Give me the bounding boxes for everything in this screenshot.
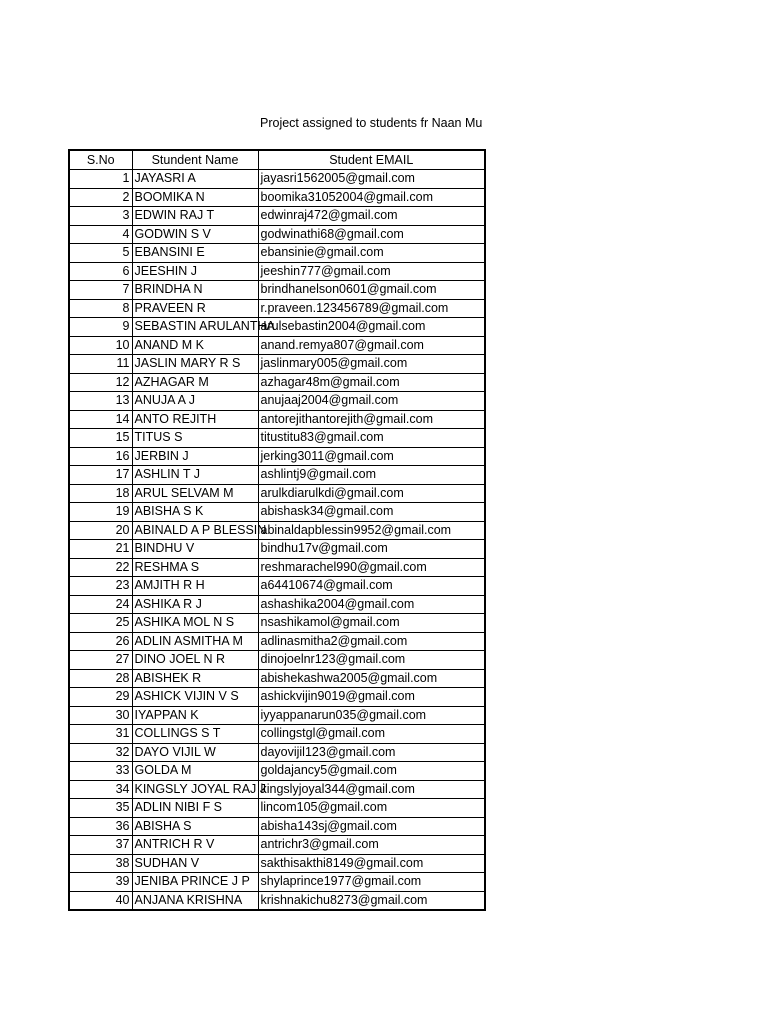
row-name-cell: ADLIN NIBI F S <box>132 799 258 818</box>
row-name-cell: ASHLIN T J <box>132 466 258 485</box>
row-sno-cell: 15 <box>69 429 132 448</box>
row-name-cell: RESHMA S <box>132 558 258 577</box>
table-row <box>69 207 485 226</box>
row-name-cell: COLLINGS S T <box>132 725 258 744</box>
row-name-cell: JEESHIN J <box>132 262 258 281</box>
row-email-cell: abisha143sj@gmail.com <box>258 817 485 836</box>
row-email-cell: godwinathi68@gmail.com <box>258 225 485 244</box>
row-name-cell: PRAVEEN R <box>132 299 258 318</box>
row-name-cell: GOLDA M <box>132 762 258 781</box>
table-row <box>69 558 485 577</box>
row-email-cell: boomika31052004@gmail.com <box>258 188 485 207</box>
row-name-cell: ANJANA KRISHNA <box>132 891 258 910</box>
row-sno-cell: 6 <box>69 262 132 281</box>
row-sno-cell: 35 <box>69 799 132 818</box>
table-row <box>69 503 485 522</box>
table-row <box>69 262 485 281</box>
row-name-cell: ABINALD A P BLESSIN <box>132 521 258 540</box>
table-row <box>69 873 485 892</box>
table-row <box>69 336 485 355</box>
row-sno-cell: 3 <box>69 207 132 226</box>
row-name-cell: ABISHA S <box>132 817 258 836</box>
row-sno-cell: 23 <box>69 577 132 596</box>
row-name-cell: JASLIN MARY R S <box>132 355 258 374</box>
row-name-cell: DINO JOEL N R <box>132 651 258 670</box>
row-email-cell: abishekashwa2005@gmail.com <box>258 669 485 688</box>
row-name-cell: ANTRICH R V <box>132 836 258 855</box>
row-email-cell: goldajancy5@gmail.com <box>258 762 485 781</box>
row-email-cell: arulkdiarulkdi@gmail.com <box>258 484 485 503</box>
row-sno-cell: 19 <box>69 503 132 522</box>
table-row <box>69 632 485 651</box>
table-row <box>69 484 485 503</box>
table-row <box>69 725 485 744</box>
row-sno-cell: 40 <box>69 891 132 910</box>
row-sno-cell: 20 <box>69 521 132 540</box>
table-row <box>69 373 485 392</box>
row-sno-cell: 9 <box>69 318 132 337</box>
row-email-cell: dayovijil123@gmail.com <box>258 743 485 762</box>
row-sno-cell: 22 <box>69 558 132 577</box>
row-sno-cell: 18 <box>69 484 132 503</box>
row-name-cell: ANAND M K <box>132 336 258 355</box>
table-row <box>69 281 485 300</box>
row-sno-cell: 21 <box>69 540 132 559</box>
row-name-cell: BINDHU V <box>132 540 258 559</box>
row-name-cell: GODWIN S V <box>132 225 258 244</box>
row-name-cell: ANTO REJITH <box>132 410 258 429</box>
row-sno-cell: 34 <box>69 780 132 799</box>
row-sno-cell: 5 <box>69 244 132 263</box>
row-email-cell: lincom105@gmail.com <box>258 799 485 818</box>
table-row <box>69 891 485 910</box>
table-row <box>69 429 485 448</box>
row-name-cell: JAYASRI A <box>132 170 258 189</box>
table-row <box>69 595 485 614</box>
row-email-cell: jerking3011@gmail.com <box>258 447 485 466</box>
row-email-cell: edwinraj472@gmail.com <box>258 207 485 226</box>
table-row <box>69 577 485 596</box>
row-email-cell: abishask34@gmail.com <box>258 503 485 522</box>
row-sno-cell: 4 <box>69 225 132 244</box>
row-name-cell: ADLIN ASMITHA M <box>132 632 258 651</box>
table-header-row <box>69 150 485 170</box>
row-sno-cell: 2 <box>69 188 132 207</box>
table-row <box>69 614 485 633</box>
row-name-cell: ASHIKA R J <box>132 595 258 614</box>
table-row <box>69 743 485 762</box>
row-name-cell: SEBASTIN ARULANTHA <box>132 318 258 337</box>
row-name-cell: JENIBA PRINCE J P <box>132 873 258 892</box>
table-row <box>69 466 485 485</box>
table-row <box>69 299 485 318</box>
table-row <box>69 188 485 207</box>
row-email-cell: titustitu83@gmail.com <box>258 429 485 448</box>
row-name-cell: DAYO VIJIL W <box>132 743 258 762</box>
table-row <box>69 540 485 559</box>
table-row <box>69 318 485 337</box>
row-email-cell: ashickvijin9019@gmail.com <box>258 688 485 707</box>
table-row <box>69 854 485 873</box>
row-sno-cell: 13 <box>69 392 132 411</box>
row-sno-cell: 32 <box>69 743 132 762</box>
row-email-cell: adlinasmitha2@gmail.com <box>258 632 485 651</box>
table-row <box>69 688 485 707</box>
row-sno-cell: 39 <box>69 873 132 892</box>
row-email-cell: dinojoelnr123@gmail.com <box>258 651 485 670</box>
row-sno-cell: 36 <box>69 817 132 836</box>
row-sno-cell: 27 <box>69 651 132 670</box>
row-email-cell: brindhanelson0601@gmail.com <box>258 281 485 300</box>
row-email-cell: azhagar48m@gmail.com <box>258 373 485 392</box>
row-email-cell: nsashikamol@gmail.com <box>258 614 485 633</box>
row-name-cell: ASHIKA MOL N S <box>132 614 258 633</box>
table-row <box>69 799 485 818</box>
row-sno-cell: 12 <box>69 373 132 392</box>
row-email-cell: jayasri1562005@gmail.com <box>258 170 485 189</box>
table-row <box>69 244 485 263</box>
row-email-cell: iyyappanarun035@gmail.com <box>258 706 485 725</box>
row-email-cell: antorejithantorejith@gmail.com <box>258 410 485 429</box>
row-sno-cell: 30 <box>69 706 132 725</box>
table-row <box>69 170 485 189</box>
table-row <box>69 669 485 688</box>
column-header-sno: S.No <box>69 150 132 170</box>
row-sno-cell: 25 <box>69 614 132 633</box>
table-row <box>69 225 485 244</box>
row-email-cell: ebansinie@gmail.com <box>258 244 485 263</box>
row-name-cell: ANUJA A J <box>132 392 258 411</box>
row-name-cell: AZHAGAR M <box>132 373 258 392</box>
column-header-email: Student EMAIL <box>258 150 485 170</box>
row-email-cell: ashlintj9@gmail.com <box>258 466 485 485</box>
row-email-cell: reshmarachel990@gmail.com <box>258 558 485 577</box>
row-sno-cell: 24 <box>69 595 132 614</box>
table-row <box>69 521 485 540</box>
row-name-cell: IYAPPAN K <box>132 706 258 725</box>
row-name-cell: AMJITH R H <box>132 577 258 596</box>
row-name-cell: BOOMIKA N <box>132 188 258 207</box>
row-email-cell: jeeshin777@gmail.com <box>258 262 485 281</box>
table-body <box>69 170 485 911</box>
row-sno-cell: 14 <box>69 410 132 429</box>
row-name-cell: BRINDHA N <box>132 281 258 300</box>
row-email-cell: jaslinmary005@gmail.com <box>258 355 485 374</box>
table-row <box>69 836 485 855</box>
row-name-cell: ABISHEK R <box>132 669 258 688</box>
row-sno-cell: 28 <box>69 669 132 688</box>
row-email-cell: r.praveen.123456789@gmail.com <box>258 299 485 318</box>
table-row <box>69 410 485 429</box>
row-name-cell: EBANSINI E <box>132 244 258 263</box>
row-email-cell: a64410674@gmail.com <box>258 577 485 596</box>
row-sno-cell: 10 <box>69 336 132 355</box>
row-name-cell: JERBIN J <box>132 447 258 466</box>
row-sno-cell: 16 <box>69 447 132 466</box>
row-email-cell: shylaprince1977@gmail.com <box>258 873 485 892</box>
row-name-cell: ASHICK VIJIN V S <box>132 688 258 707</box>
row-email-cell: arulsebastin2004@gmail.com <box>258 318 485 337</box>
row-name-cell: SUDHAN V <box>132 854 258 873</box>
table-row <box>69 447 485 466</box>
table-row <box>69 706 485 725</box>
row-name-cell: TITUS S <box>132 429 258 448</box>
table-row <box>69 651 485 670</box>
column-header-name: Stundent Name <box>132 150 258 170</box>
row-email-cell: anand.remya807@gmail.com <box>258 336 485 355</box>
row-name-cell: ABISHA S K <box>132 503 258 522</box>
row-sno-cell: 7 <box>69 281 132 300</box>
page-title: Project assigned to students fr Naan Mu <box>260 116 483 130</box>
student-table <box>68 149 486 911</box>
row-email-cell: bindhu17v@gmail.com <box>258 540 485 559</box>
row-sno-cell: 38 <box>69 854 132 873</box>
row-sno-cell: 31 <box>69 725 132 744</box>
row-sno-cell: 33 <box>69 762 132 781</box>
row-sno-cell: 37 <box>69 836 132 855</box>
row-email-cell: anujaaj2004@gmail.com <box>258 392 485 411</box>
row-email-cell: abinaldapblessin9952@gmail.com <box>258 521 485 540</box>
row-name-cell: ARUL SELVAM M <box>132 484 258 503</box>
row-email-cell: antrichr3@gmail.com <box>258 836 485 855</box>
row-email-cell: krishnakichu8273@gmail.com <box>258 891 485 910</box>
row-email-cell: collingstgl@gmail.com <box>258 725 485 744</box>
row-name-cell: KINGSLY JOYAL RAJ J <box>132 780 258 799</box>
table-row <box>69 780 485 799</box>
row-sno-cell: 26 <box>69 632 132 651</box>
row-sno-cell: 1 <box>69 170 132 189</box>
row-sno-cell: 8 <box>69 299 132 318</box>
row-sno-cell: 11 <box>69 355 132 374</box>
row-email-cell: ashashika2004@gmail.com <box>258 595 485 614</box>
row-sno-cell: 17 <box>69 466 132 485</box>
row-name-cell: EDWIN RAJ T <box>132 207 258 226</box>
row-email-cell: sakthisakthi8149@gmail.com <box>258 854 485 873</box>
row-sno-cell: 29 <box>69 688 132 707</box>
table-row <box>69 762 485 781</box>
table-row <box>69 355 485 374</box>
row-email-cell: kingslyjoyal344@gmail.com <box>258 780 485 799</box>
table-row <box>69 817 485 836</box>
table-row <box>69 392 485 411</box>
